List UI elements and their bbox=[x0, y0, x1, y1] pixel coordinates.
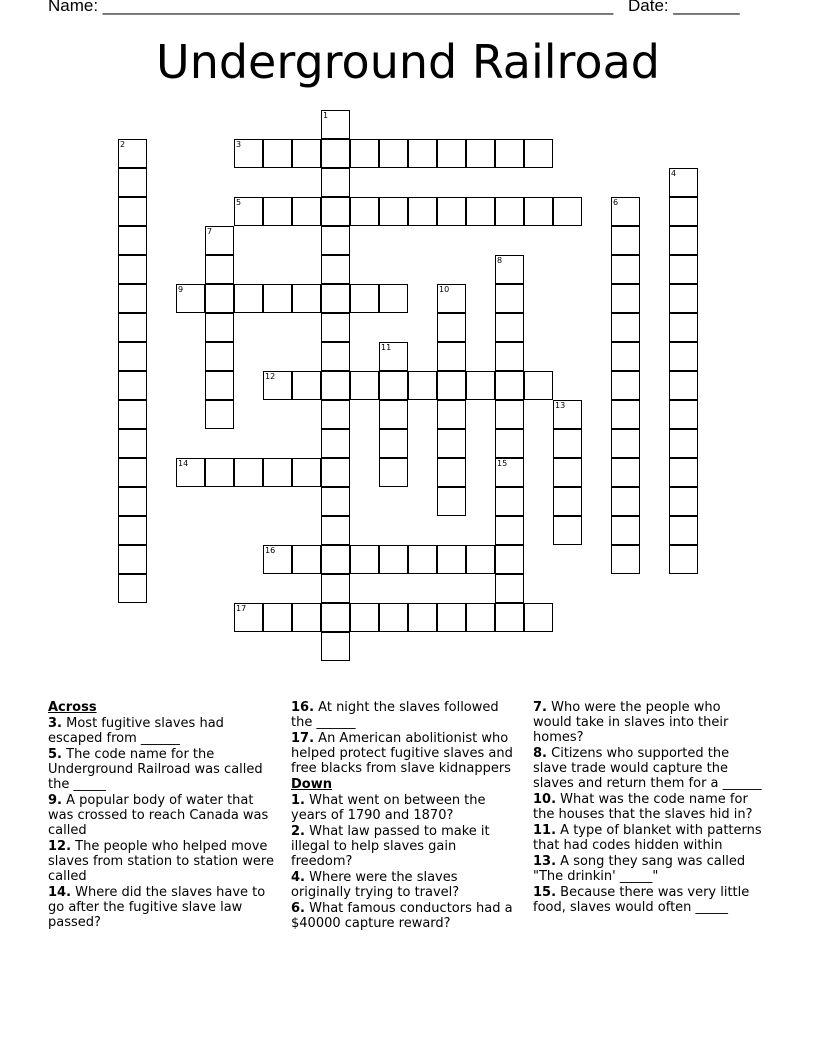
grid-cell[interactable] bbox=[553, 197, 582, 226]
grid-cell[interactable] bbox=[321, 603, 350, 632]
grid-cell[interactable] bbox=[379, 284, 408, 313]
grid-cell[interactable] bbox=[205, 226, 234, 255]
grid-cell[interactable] bbox=[669, 255, 698, 284]
grid-cell[interactable] bbox=[669, 458, 698, 487]
grid-cell[interactable] bbox=[437, 342, 466, 371]
grid-cell[interactable] bbox=[669, 371, 698, 400]
grid-cell[interactable] bbox=[466, 371, 495, 400]
grid-cell[interactable] bbox=[553, 487, 582, 516]
clue-across-16: 16. At night the slaves followed the ______ bbox=[291, 700, 499, 730]
clue-down-2: 2. What law passed to make it illegal to help slaves gain freedom? bbox=[291, 824, 490, 869]
grid-cell[interactable] bbox=[176, 284, 205, 313]
clues-column-1 bbox=[48, 700, 278, 931]
grid-cell[interactable] bbox=[234, 197, 263, 226]
grid-cell[interactable] bbox=[321, 110, 350, 139]
grid-cell[interactable] bbox=[495, 516, 524, 545]
grid-cell[interactable] bbox=[350, 284, 379, 313]
grid-cell[interactable] bbox=[379, 139, 408, 168]
clue-across-9: 9. A popular body of water that was crossed to reach Canada was called bbox=[48, 793, 269, 838]
grid-cell[interactable] bbox=[234, 603, 263, 632]
grid-cell[interactable] bbox=[321, 197, 350, 226]
clue-down-11: 11. A type of blanket with patterns that had codes hidden within bbox=[533, 823, 762, 853]
grid-cell[interactable] bbox=[553, 400, 582, 429]
grid-cell[interactable] bbox=[379, 197, 408, 226]
grid-cell[interactable] bbox=[495, 429, 524, 458]
clue-down-10: 10. What was the code name for the houses that the slaves hid in? bbox=[533, 792, 753, 822]
grid-cell[interactable] bbox=[118, 139, 147, 168]
grid-cell[interactable] bbox=[321, 545, 350, 574]
clue-number: 6 bbox=[613, 198, 619, 207]
grid-cell[interactable] bbox=[263, 458, 292, 487]
grid-cell[interactable] bbox=[611, 400, 640, 429]
grid-cell[interactable] bbox=[669, 197, 698, 226]
grid-cell[interactable] bbox=[408, 603, 437, 632]
grid-cell[interactable] bbox=[321, 458, 350, 487]
clue-number: 10 bbox=[439, 285, 450, 294]
clue-down-15: 15. Because there was very little food, slaves would often _____ bbox=[533, 885, 750, 915]
grid-cell[interactable] bbox=[205, 371, 234, 400]
clues-column-3 bbox=[533, 700, 763, 916]
grid-cell[interactable] bbox=[611, 284, 640, 313]
grid-cell[interactable] bbox=[118, 284, 147, 313]
clue-number: 8 bbox=[497, 256, 503, 265]
grid-cell[interactable] bbox=[118, 168, 147, 197]
grid-cell[interactable] bbox=[321, 516, 350, 545]
grid-cell[interactable] bbox=[350, 545, 379, 574]
clue-across-3: 3. Most fugitive slaves had escaped from ______ bbox=[48, 716, 224, 746]
grid-cell[interactable] bbox=[524, 371, 553, 400]
grid-cell[interactable] bbox=[321, 313, 350, 342]
grid-cell[interactable] bbox=[118, 197, 147, 226]
grid-cell[interactable] bbox=[611, 226, 640, 255]
grid-cell[interactable] bbox=[118, 429, 147, 458]
grid-cell[interactable] bbox=[118, 458, 147, 487]
grid-cell[interactable] bbox=[118, 226, 147, 255]
grid-cell[interactable] bbox=[669, 313, 698, 342]
grid-cell[interactable] bbox=[379, 429, 408, 458]
grid-cell[interactable] bbox=[350, 371, 379, 400]
grid-cell[interactable] bbox=[495, 255, 524, 284]
grid-cell[interactable] bbox=[437, 458, 466, 487]
grid-cell[interactable] bbox=[611, 197, 640, 226]
grid-cell[interactable] bbox=[524, 603, 553, 632]
grid-cell[interactable] bbox=[437, 139, 466, 168]
grid-cell[interactable] bbox=[495, 342, 524, 371]
grid-cell[interactable] bbox=[611, 429, 640, 458]
grid-cell[interactable] bbox=[321, 255, 350, 284]
grid-cell[interactable] bbox=[437, 429, 466, 458]
grid-cell[interactable] bbox=[611, 371, 640, 400]
grid-cell[interactable] bbox=[553, 458, 582, 487]
grid-cell[interactable] bbox=[263, 197, 292, 226]
grid-cell[interactable] bbox=[669, 487, 698, 516]
clue-across-12: 12. The people who helped move slaves from station to station were called bbox=[48, 839, 274, 884]
grid-cell[interactable] bbox=[408, 371, 437, 400]
grid-cell[interactable] bbox=[437, 603, 466, 632]
clue-number: 15 bbox=[497, 459, 508, 468]
clue-number: 14 bbox=[178, 459, 189, 468]
grid-cell[interactable] bbox=[263, 371, 292, 400]
grid-cell[interactable] bbox=[321, 342, 350, 371]
grid-cell[interactable] bbox=[292, 284, 321, 313]
clue-across-5: 5. The code name for the Underground Railroad was called the _____ bbox=[48, 747, 263, 792]
clue-down-7: 7. Who were the people who would take in slaves into their homes? bbox=[533, 700, 729, 745]
grid-cell[interactable] bbox=[669, 342, 698, 371]
grid-cell[interactable] bbox=[321, 371, 350, 400]
grid-cell[interactable] bbox=[466, 603, 495, 632]
grid-cell[interactable] bbox=[495, 400, 524, 429]
grid-cell[interactable] bbox=[176, 458, 205, 487]
grid-cell[interactable] bbox=[118, 574, 147, 603]
clue-down-8: 8. Citizens who supported the slave trade would capture the slaves and return them for a ______ bbox=[533, 746, 762, 791]
grid-cell[interactable] bbox=[350, 603, 379, 632]
grid-cell[interactable] bbox=[379, 545, 408, 574]
grid-cell[interactable] bbox=[321, 168, 350, 197]
grid-cell[interactable] bbox=[495, 545, 524, 574]
grid-cell[interactable] bbox=[234, 139, 263, 168]
grid-cell[interactable] bbox=[263, 603, 292, 632]
grid-cell[interactable] bbox=[118, 313, 147, 342]
grid-cell[interactable] bbox=[321, 632, 350, 661]
grid-cell[interactable] bbox=[495, 458, 524, 487]
grid-cell[interactable] bbox=[205, 400, 234, 429]
clue-number: 4 bbox=[671, 169, 677, 178]
grid-cell[interactable] bbox=[669, 400, 698, 429]
down-heading: Down bbox=[291, 777, 332, 792]
page-title: Underground Railroad bbox=[156, 35, 660, 89]
grid-cell[interactable] bbox=[669, 545, 698, 574]
grid-cell[interactable] bbox=[379, 603, 408, 632]
grid-cell[interactable] bbox=[611, 255, 640, 284]
grid-cell[interactable] bbox=[669, 429, 698, 458]
grid-cell[interactable] bbox=[263, 284, 292, 313]
grid-cell[interactable] bbox=[524, 197, 553, 226]
clue-down-6: 6. What famous conductors had a $40000 capture reward? bbox=[291, 901, 513, 931]
grid-cell[interactable] bbox=[205, 284, 234, 313]
grid-cell[interactable] bbox=[495, 487, 524, 516]
grid-cell[interactable] bbox=[118, 487, 147, 516]
grid-cell[interactable] bbox=[292, 197, 321, 226]
grid-cell[interactable] bbox=[321, 139, 350, 168]
grid-cell[interactable] bbox=[437, 197, 466, 226]
clue-number: 11 bbox=[381, 343, 392, 352]
date-field[interactable]: Date: _______ bbox=[628, 0, 740, 15]
grid-cell[interactable] bbox=[321, 487, 350, 516]
clue-number: 2 bbox=[120, 140, 126, 149]
grid-cell[interactable] bbox=[495, 371, 524, 400]
grid-cell[interactable] bbox=[118, 545, 147, 574]
grid-cell[interactable] bbox=[466, 139, 495, 168]
clues-column-2 bbox=[291, 700, 521, 932]
grid-cell[interactable] bbox=[611, 516, 640, 545]
grid-cell[interactable] bbox=[379, 458, 408, 487]
grid-cell[interactable] bbox=[495, 574, 524, 603]
name-field[interactable]: Name: ______________________________________________________ bbox=[48, 0, 614, 15]
grid-cell[interactable] bbox=[292, 545, 321, 574]
grid-cell[interactable] bbox=[118, 371, 147, 400]
grid-cell[interactable] bbox=[611, 313, 640, 342]
grid-cell[interactable] bbox=[495, 313, 524, 342]
grid-cell[interactable] bbox=[466, 545, 495, 574]
grid-cell[interactable] bbox=[205, 313, 234, 342]
clue-across-14: 14. Where did the slaves have to go after the fugitive slave law passed? bbox=[48, 885, 266, 930]
grid-cell[interactable] bbox=[205, 255, 234, 284]
grid-cell[interactable] bbox=[669, 226, 698, 255]
grid-cell[interactable] bbox=[437, 487, 466, 516]
grid-cell[interactable] bbox=[611, 487, 640, 516]
clue-number: 1 bbox=[323, 111, 329, 120]
grid-cell[interactable] bbox=[669, 284, 698, 313]
clue-number: 12 bbox=[265, 372, 276, 381]
clue-number: 7 bbox=[207, 227, 213, 236]
grid-cell[interactable] bbox=[408, 545, 437, 574]
clue-number: 13 bbox=[555, 401, 566, 410]
grid-cell[interactable] bbox=[205, 458, 234, 487]
grid-cell[interactable] bbox=[292, 603, 321, 632]
clue-down-1: 1. What went on between the years of 1790 and 1870? bbox=[291, 793, 486, 823]
clue-number: 5 bbox=[236, 198, 242, 207]
grid-cell[interactable] bbox=[234, 284, 263, 313]
grid-cell[interactable] bbox=[118, 255, 147, 284]
grid-cell[interactable] bbox=[553, 516, 582, 545]
grid-cell[interactable] bbox=[408, 139, 437, 168]
grid-cell[interactable] bbox=[495, 284, 524, 313]
grid-cell[interactable] bbox=[350, 197, 379, 226]
grid-cell[interactable] bbox=[292, 139, 321, 168]
grid-cell[interactable] bbox=[524, 139, 553, 168]
grid-cell[interactable] bbox=[495, 197, 524, 226]
clue-down-13: 13. A song they sang was called "The drinkin' _____" bbox=[533, 854, 746, 884]
grid-cell[interactable] bbox=[118, 400, 147, 429]
clue-down-4: 4. Where were the slaves originally trying to travel? bbox=[291, 870, 460, 900]
grid-cell[interactable] bbox=[321, 400, 350, 429]
grid-cell[interactable] bbox=[292, 371, 321, 400]
grid-cell[interactable] bbox=[669, 516, 698, 545]
grid-cell[interactable] bbox=[234, 458, 263, 487]
grid-cell[interactable] bbox=[321, 284, 350, 313]
across-heading: Across bbox=[48, 700, 97, 715]
clue-number: 16 bbox=[265, 546, 276, 555]
grid-cell[interactable] bbox=[118, 342, 147, 371]
grid-cell[interactable] bbox=[611, 342, 640, 371]
grid-cell[interactable] bbox=[611, 545, 640, 574]
grid-cell[interactable] bbox=[379, 400, 408, 429]
grid-cell[interactable] bbox=[437, 400, 466, 429]
grid-cell[interactable] bbox=[495, 139, 524, 168]
clue-number: 9 bbox=[178, 285, 184, 294]
grid-cell[interactable] bbox=[437, 284, 466, 313]
grid-cell[interactable] bbox=[611, 458, 640, 487]
grid-cell[interactable] bbox=[437, 545, 466, 574]
grid-cell[interactable] bbox=[466, 197, 495, 226]
grid-cell[interactable] bbox=[669, 168, 698, 197]
grid-cell[interactable] bbox=[321, 574, 350, 603]
grid-cell[interactable] bbox=[205, 342, 234, 371]
grid-cell[interactable] bbox=[321, 429, 350, 458]
grid-cell[interactable] bbox=[379, 371, 408, 400]
grid-cell[interactable] bbox=[495, 603, 524, 632]
clue-number: 3 bbox=[236, 140, 242, 149]
grid-cell[interactable] bbox=[263, 545, 292, 574]
grid-cell[interactable] bbox=[379, 342, 408, 371]
grid-cell[interactable] bbox=[553, 429, 582, 458]
grid-cell[interactable] bbox=[437, 371, 466, 400]
grid-cell[interactable] bbox=[321, 226, 350, 255]
clue-across-17: 17. An American abolitionist who helped protect fugitive slaves and free blacks from slave kidnappers bbox=[291, 731, 513, 776]
clue-number: 17 bbox=[236, 604, 247, 613]
grid-cell[interactable] bbox=[408, 197, 437, 226]
grid-cell[interactable] bbox=[263, 139, 292, 168]
grid-cell[interactable] bbox=[118, 516, 147, 545]
grid-cell[interactable] bbox=[350, 139, 379, 168]
grid-cell[interactable] bbox=[292, 458, 321, 487]
grid-cell[interactable] bbox=[437, 313, 466, 342]
